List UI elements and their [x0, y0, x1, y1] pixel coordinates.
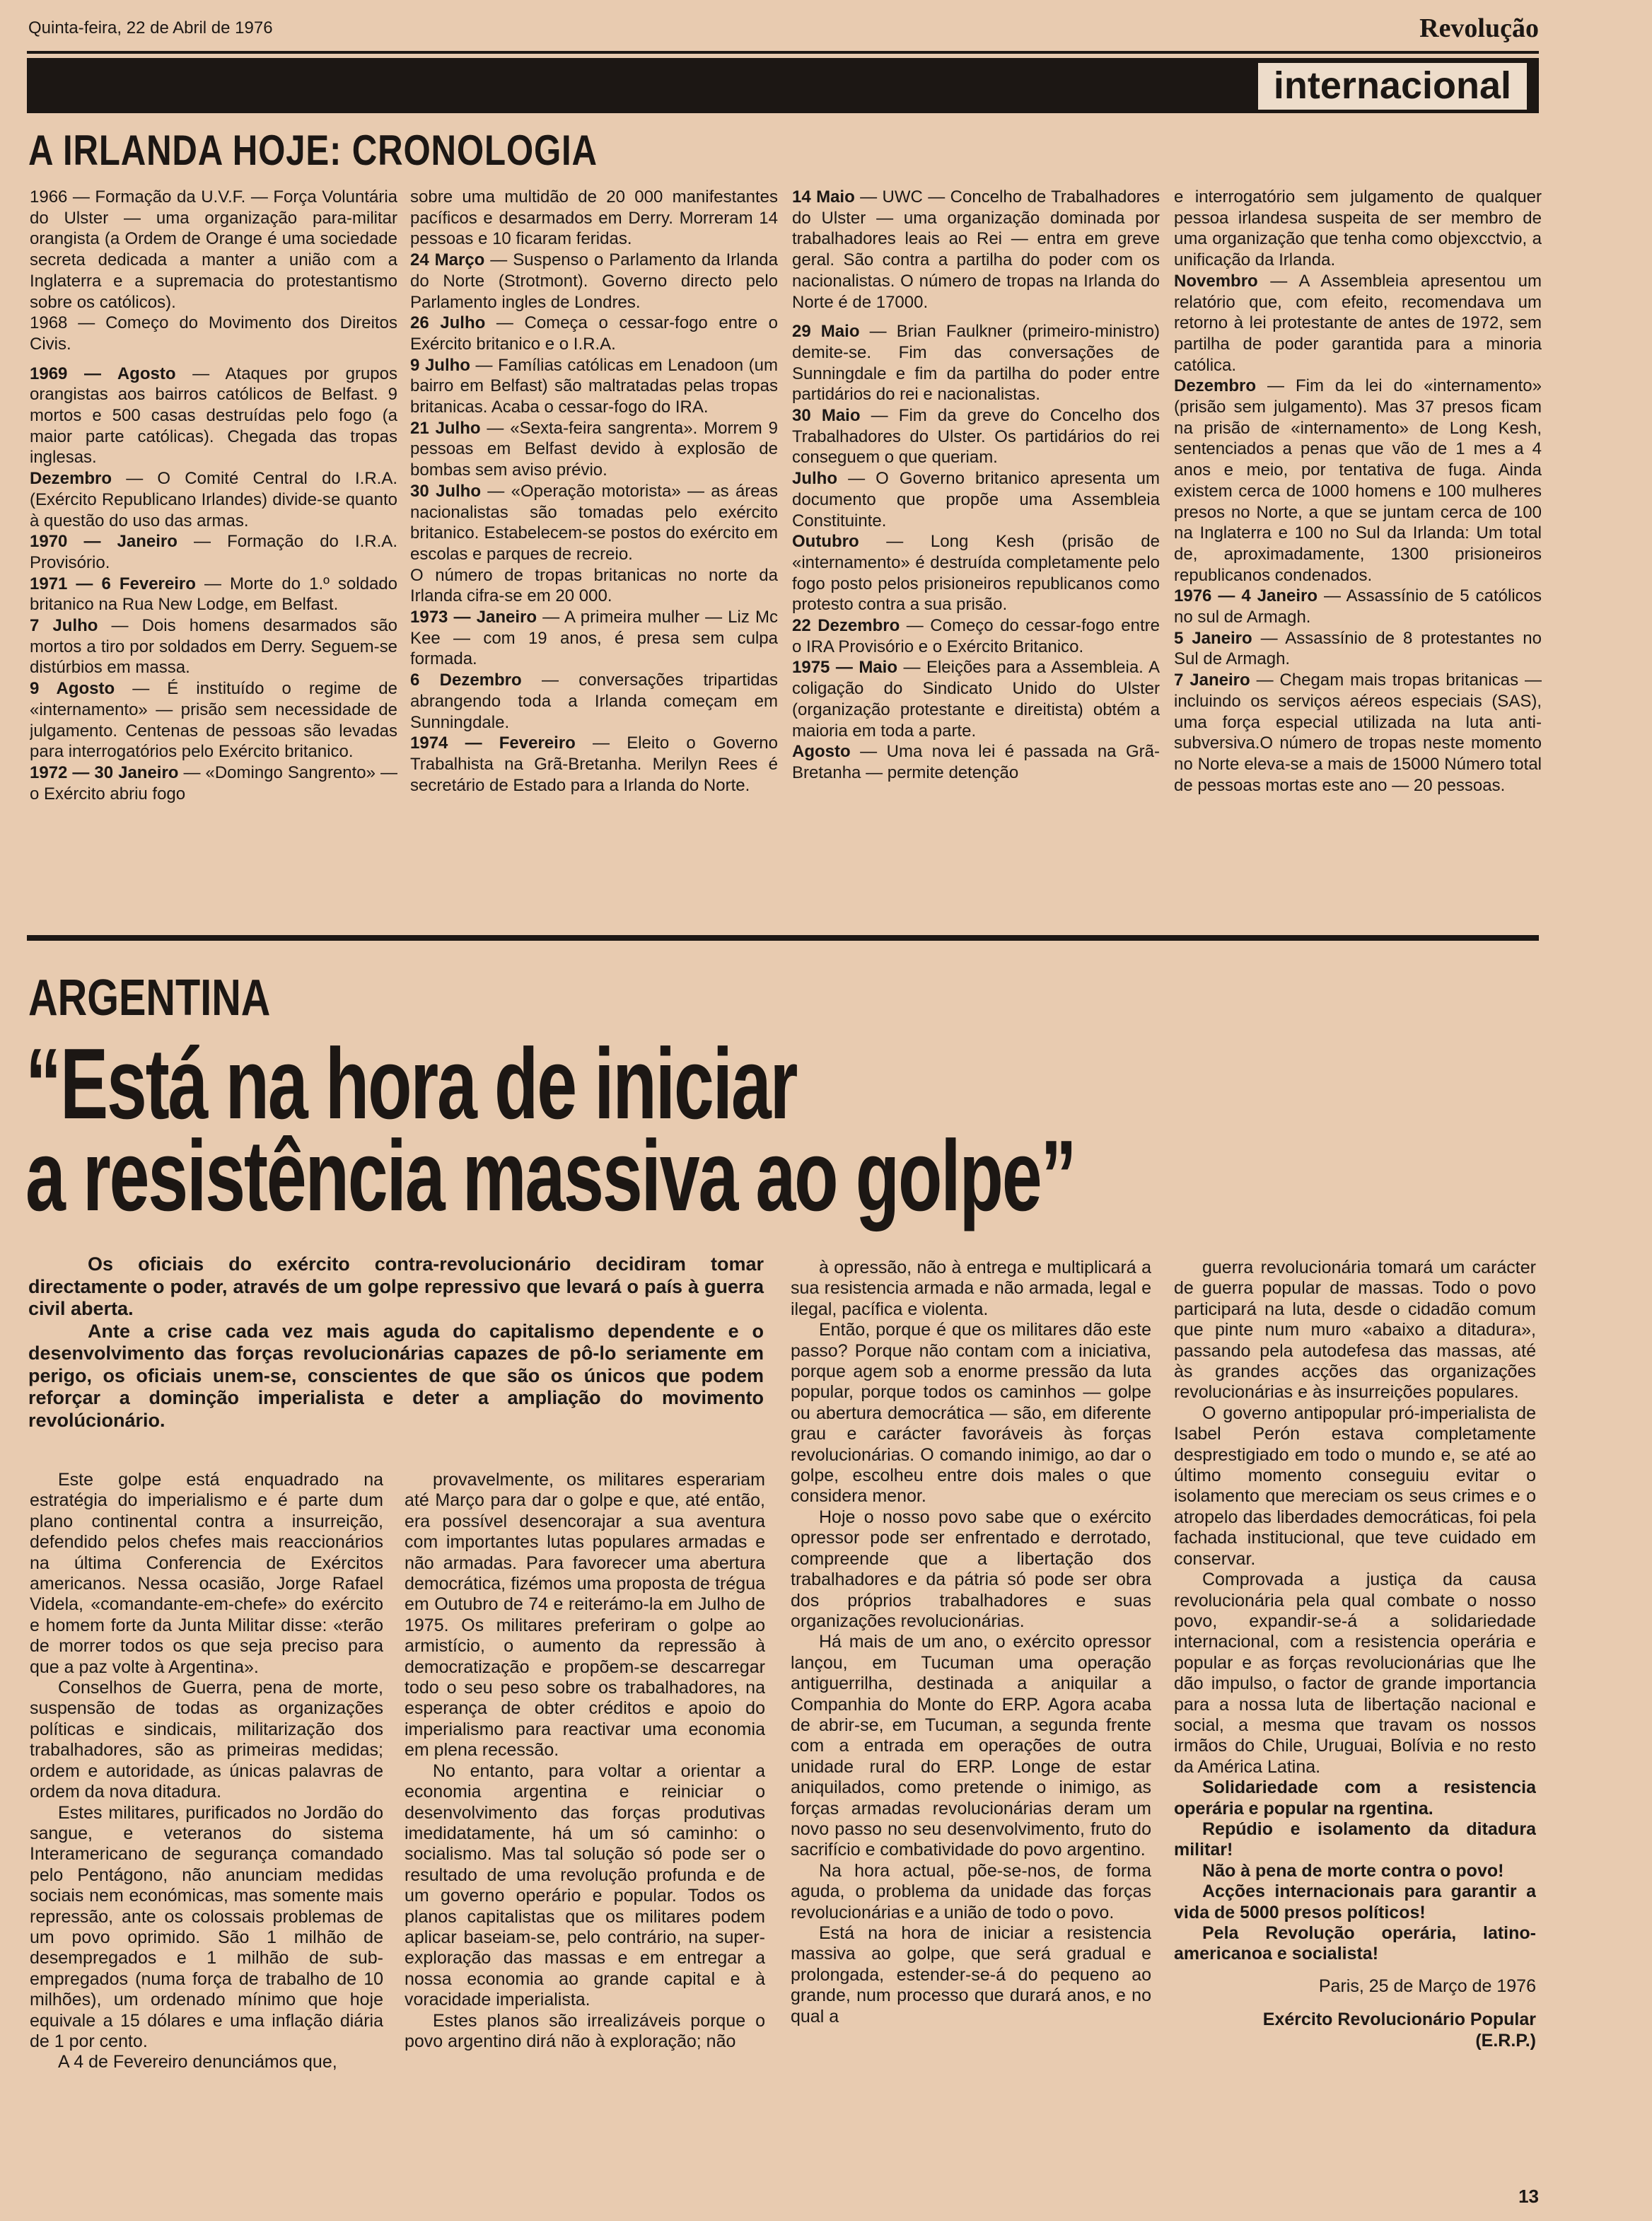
article-paragraph: guerra revolucionária tomará um carácter de guerra popular de massas. Todo o povo participará na luta, desde o cidadão comum que pinte num muro «abaixo a ditadura», passando pela autodefesa das massas, até às grandes acções das organizações revolucionárias e às insurreições populares.	[1174, 1258, 1536, 1403]
chronology-entry	[792, 531, 1160, 615]
dateline: Paris, 25 de Março de 1976	[1318, 1976, 1536, 1996]
chronology-entry	[792, 741, 1160, 783]
chronology-entry	[410, 418, 778, 481]
slogan: Repúdio e isolamento da ditadura militar!	[1174, 1819, 1536, 1860]
chronology-entry	[410, 250, 778, 313]
chronology-entry	[410, 607, 778, 670]
chronology-entry	[792, 468, 1160, 531]
chronology-entry	[1174, 187, 1542, 271]
lead-paragraph-2: Ante a crise cada vez mais aguda do capitalismo dependente e o desenvolvimento das forças revolucionárias capazes de pô-lo seriamente em perigo, os oficiais unem-se, conscientes de que são os únicos que podem reforçar a dominção imperialista e deter a ampliação do movimento revolúcionário.	[28, 1320, 764, 1431]
entry-date: 21 Julho	[410, 418, 481, 438]
entry-date: 1974 — Fevereiro	[410, 733, 576, 753]
ireland-title: A IRLANDA HOJE: CRONOLOGIA	[28, 127, 598, 174]
entry-date: Dezembro	[30, 469, 112, 489]
entry-text: — Fim da lei do «internamento» (prisão sem julgamento). Mas 37 presos ficam na prisão de «internamento» de Long Kesh, sentenciados a penas que vão de 1 mes a 4 anos e meio, por tentativa de fuga. Ainda existem cerca de 1000 homens e 100 mulheres presos no Norte, a que se juntam cerca de 100 na Inglaterra e 100 no Sul da Irlanda: Um total de, aproximadamente, 1300 prisioneiros republicanos condenados.	[1174, 376, 1542, 585]
entry-text: — Famílias católicas em Lenadoon (um bairro em Belfast) são maltratadas pelas tropas britanicas. Acaba o cessar-fogo do IRA.	[410, 355, 778, 417]
entry-date: Agosto	[792, 742, 851, 762]
entry-text: — «Domingo Sangrento» — o Exército abriu fogo	[30, 762, 397, 804]
entry-date: 1976 — 4 Janeiro	[1174, 586, 1318, 606]
slogan: Solidariedade com a resistencia operária e popular na rgentina.	[1174, 1778, 1536, 1819]
article-paragraph: à opressão, não à entrega e multiplicará a sua resistencia armada e não armada, legal e ilegal, pacífica e violenta.	[791, 1258, 1151, 1319]
entry-text: — Começo do cessar-fogo entre o IRA Provisório e o Exército Britanico.	[792, 616, 1160, 656]
section-divider	[27, 935, 1539, 941]
entry-date: 1973 — Janeiro	[410, 608, 537, 627]
entry-date: 1968	[30, 313, 68, 333]
entry-date: Julho	[792, 469, 837, 489]
chronology-entry	[30, 678, 397, 762]
slogan: Não à pena de morte contra o povo!	[1202, 1860, 1504, 1881]
entry-date: 1970 — Janeiro	[30, 532, 178, 552]
entry-date: 30 Julho	[410, 481, 481, 501]
entry-date: 9 Julho	[410, 355, 470, 375]
article-paragraph: Este golpe está enquadrado na estratégia do imperialismo e é parte dum plano continental contra a insurreição, defendido pelos chefes mais reaccionários na última Conferencia de Exércitos americanos. Nessa ocasião, Jorge Rafael Videla, «comandante-em-chefe» do exército e homem forte da Junta Militar disse: «terão de morrer todos os que seja preciso para que a paz volte à Argentina».	[30, 1470, 383, 1677]
article-paragraph: A 4 de Fevereiro denunciámos que,	[58, 2052, 337, 2072]
ireland-column-2	[410, 187, 778, 925]
chronology-entry	[1174, 586, 1542, 627]
chronology-entry	[792, 615, 1160, 657]
chronology-entry	[792, 321, 1160, 405]
article-paragraph: Está na hora de iniciar a resistencia massiva ao golpe, que será gradual e prolongada, estender-se-á do pequeno ao grande, num processo que durará anos, e no qual a	[791, 1923, 1151, 2026]
entry-text: — Uma nova lei é passada na Grã-Bretanha — permite detenção	[792, 742, 1160, 782]
lead-paragraph-1: Os oficiais do exército contra-revolucionário decidiram tomar directamente o poder, através de um golpe repressivo que levará o país à guerra civil aberta.	[28, 1253, 764, 1319]
entry-text: — Dois homens desarmados são mortos a tiro por soldados em Derry. Seguem-se distúrbios em massa.	[30, 616, 397, 678]
chronology-entry	[792, 187, 1160, 313]
entry-date: 7 Julho	[30, 616, 98, 636]
entry-date: 26 Julho	[410, 313, 486, 333]
entry-text: — Fim da greve do Concelho dos Trabalhadores do Ulster. Os partidários do rei conseguem o que queriam.	[792, 406, 1160, 468]
entry-text: — Eleições para a Assembleia. A coligação do Sindicato Unido do Ulster (organização protestante e direitista) obtém a maioria em toda a parte.	[792, 658, 1160, 741]
entry-date: 5 Janeiro	[1174, 628, 1252, 648]
chronology-entry	[410, 355, 778, 418]
section-bar	[27, 58, 1539, 113]
entry-text: — Long Kesh (prisão de «internamento» é destruída completamente pelo fogo posto pelos prisioneiros republicanos como protesto contra a sua prisão.	[792, 532, 1160, 615]
article-paragraph: Então, porque é que os militares dão este passo? Porque não contam com a iniciativa, porque agem sob a enorme pressão da luta popular, porque todos os caminhos — golpe ou abertura democrática — são, em diferente grau e carácter favoráveis às forças revolucionárias. O comando inimigo, ao dar o golpe, escolheu entre dois males o que considera menor.	[791, 1320, 1151, 1507]
article-paragraph: Na hora actual, põe-se-nos, de forma aguda, o problema da unidade das forças revolucionárias e a união de todo o povo.	[791, 1860, 1151, 1923]
argentina-headline	[25, 1028, 1076, 1232]
headline-line-1: “Está na hora de iniciar	[25, 1028, 797, 1140]
ireland-column-1	[30, 187, 397, 925]
slogans	[1174, 1778, 1536, 1965]
entry-date: Novembro	[1174, 271, 1258, 291]
chronology-entry	[30, 468, 397, 531]
chronology-entry	[410, 481, 778, 565]
entry-text: — Chegam mais tropas britanicas — incluindo os serviços aéreos especiais (SAS), uma força especial utilizada na luta anti-subversiva.O número de tropas neste momento no Norte eleva-se a mais de 15000 Número total de pessoas mortas este ano — 20 pessoas.	[1174, 671, 1542, 795]
article-column-2	[405, 1470, 765, 2177]
article-paragraph: Conselhos de Guerra, pena de morte, suspensão de todas as organizações políticas e sindicais, militarização dos trabalhadores, são as primeiras medidas; ordem e autoridade, as únicas palavras de ordem da nova ditadura.	[30, 1678, 383, 1802]
entry-date: Dezembro	[1174, 376, 1257, 396]
entry-text: — conversações tripartidas abrangendo toda a Irlanda começam em Sunningdale.	[410, 671, 778, 732]
chronology-entry	[792, 405, 1160, 468]
chronology-entry	[30, 187, 397, 313]
slogan: Acções internacionais para garantir a vida de 5000 presos políticos!	[1174, 1881, 1536, 1923]
chronology-entry	[410, 187, 778, 250]
entry-text: e interrogatório sem julgamento de qualquer pessoa irlandesa suspeita de ser membro de uma organização que tenha como objexcctvio, a unificação da Irlanda.	[1174, 187, 1542, 270]
entry-text: — O Governo britanico apresenta um documento que propõe uma Assembleia Constituinte.	[792, 469, 1160, 530]
argentina-kicker: ARGENTINA	[28, 970, 271, 1026]
chronology-entry	[792, 657, 1160, 741]
signature-abbr: (E.R.P.)	[1475, 2030, 1536, 2051]
masthead: Revolução	[1419, 13, 1539, 43]
article-paragraph: Comprovada a justiça da causa revolucionária pela qual combate o nosso povo, expandir-se-á a solidariedade internacional, com a resistencia operária e popular e as forças revolucionárias que lhe dão impulso, o factor de grande importancia para a nossa luta de libertação nacional e social, a mesma que travam os nossos irmãos do Chile, Uruguai, Bolívia e no resto da América Latina.	[1174, 1570, 1536, 1777]
chronology-entry	[30, 313, 397, 354]
entry-date: 14 Maio	[792, 187, 855, 207]
article-paragraph: Estes planos são irrealizáveis porque o povo argentino dirá não à exploração; não	[405, 2010, 765, 2051]
chronology-entry	[1174, 628, 1542, 670]
entry-text: — É instituído o regime de «internamento» — prisão sem necessidade de julgamento. Centenas de pessoas são levadas para interrogatórios pelo Exército britanico.	[30, 679, 397, 762]
entry-date: Outubro	[792, 532, 859, 552]
ireland-column-3	[792, 187, 1160, 925]
issue-date: Quinta-feira, 22 de Abril de 1976	[28, 18, 273, 37]
entry-text: — Formação do I.R.A. Provisório.	[30, 532, 397, 572]
slogan: Pela Revolução operária, latino-americanoa e socialista!	[1174, 1923, 1536, 1964]
chronology-entry	[30, 574, 397, 615]
entry-text: — A Assembleia apresentou um relatório que, com efeito, recomendava um retorno à lei protestante de antes de 1972, sem partilha de poder garantida para a minoria católica.	[1174, 271, 1542, 375]
header-rule	[27, 51, 1539, 54]
entry-date: 1966	[30, 187, 68, 207]
entry-text: — Morte do 1.º soldado britanico na Rua New Lodge, em Belfast.	[30, 574, 397, 615]
article-column-3	[791, 1258, 1151, 2177]
ireland-column-4	[1174, 187, 1542, 925]
entry-text: — Assassínio de 5 católicos no sul de Armagh.	[1174, 586, 1542, 627]
entry-date: 1969 — Agosto	[30, 364, 176, 383]
chronology-entry	[1174, 376, 1542, 586]
article-paragraph: provavelmente, os militares esperariam até Março para dar o golpe e que, até então, era possível desencorajar a sua aventura com importantes lutas populares armadas e não armadas. Para favorecer uma abertura democrática, fizémos uma proposta de trégua em Outubro de 74 e reiterámo-la em Julho de 1975. Os militares preferiram o golpe ao armistício, o aumento da repressão à democratização e propõem-se descarregar todo o seu peso sobre os trabalhadores, na esperança de obter créditos e apoio do imperialismo para reactivar uma economia em plena recessão.	[405, 1470, 765, 1761]
article-paragraph: Hoje o nosso povo sabe que o exército opressor pode ser enfrentado e derrotado, compreende que a libertação dos trabalhadores e da pátria só pode ser obra dos próprios trabalhadores e suas organizações revolucionárias.	[791, 1507, 1151, 1631]
entry-text: — Começa o cessar-fogo entre o Exército britanico e o I.R.A.	[410, 313, 778, 354]
signature: Exército Revolucionário Popular	[1262, 2010, 1536, 2030]
article-lead	[28, 1253, 764, 1432]
article-paragraph: No entanto, para voltar a orientar a economia argentina e reiniciar o desenvolvimento das forças produtivas imedidatamente, há um só caminho: o socialismo. Mas tal solução só pode ser o resultado de uma revolução profunda e de um governo operário e popular. Todos os planos capitalistas que os militares podem aplicar baseiam-se, pelo contrário, na super-exploração das massas e em entregar a nossa economia ao grande capital e à voracidade imperialista.	[405, 1761, 765, 2010]
chronology-entry	[30, 762, 397, 804]
entry-date: 1975 — Maio	[792, 658, 897, 678]
entry-date: 22 Dezembro	[792, 616, 900, 636]
chronology-entry	[410, 670, 778, 733]
article-column-4	[1174, 1258, 1536, 2184]
chronology-entry	[410, 733, 778, 796]
article-column-1	[30, 1470, 383, 2177]
entry-text: sobre uma multidão de 20 000 manifestantes pacíficos e desarmados em Derry. Morreram 14 pessoas e 10 ficaram feridas.	[410, 187, 778, 249]
chronology-entry	[30, 364, 397, 469]
entry-text: — Brian Faulkner (primeiro-ministro) demite-se. Fim das conversações de Sunningdale e fim da partilha do poder entre partidários do rei e nacionalistas.	[792, 322, 1160, 405]
chronology-entry	[30, 615, 397, 678]
entry-text: — Começo do Movimento dos Direitos Civis.	[30, 313, 397, 354]
entry-text: — O Comité Central do I.R.A. (Exército Republicano Irlandes) divide-se quanto à questão do uso das armas.	[30, 469, 397, 530]
chronology-entry	[410, 313, 778, 354]
entry-text: — UWC — Concelho de Trabalhadores do Ulster — uma organização dominada por trabalhadores leais ao Rei — entra em greve geral. São contra a partilha do poder com os nacionalistas. O número de tropas na Irlanda do Norte é de 17000.	[792, 187, 1160, 312]
chronology-entry	[1174, 670, 1542, 796]
entry-text: — Ataques por grupos orangistas aos bairros católicos de Belfast. 9 mortos e 500 casas destruídas pelo fogo (a maior parte católicas). Chegada das tropas inglesas.	[30, 364, 397, 468]
entry-text: — «Sexta-feira sangrenta». Morrem 9 pessoas em Belfast devido à explosão de bombas sem aviso prévio.	[410, 418, 778, 480]
entry-text: — Suspenso o Parlamento da Irlanda do Norte (Strotmont). Governo directo pelo Parlamento ingles de Londres.	[410, 250, 778, 312]
chronology-entry	[1174, 271, 1542, 376]
entry-text: — «Operação motorista» — as áreas nacionalistas são tomadas pelo exército britanico. Estabelecem-se postos do exército em escolas e parques de recreio.	[410, 481, 778, 564]
section-label: internacional	[1256, 61, 1529, 112]
entry-date: 29 Maio	[792, 322, 860, 342]
column-4-body	[1174, 1258, 1536, 1778]
page-number: 13	[1518, 2186, 1539, 2207]
entry-text: — Assassínio de 8 protestantes no Sul de Armagh.	[1174, 628, 1542, 669]
entry-date: 6 Dezembro	[410, 671, 522, 690]
entry-text: — A primeira mulher — Liz Mc Kee — com 19 anos, é presa sem culpa formada.	[410, 608, 778, 669]
entry-text: O número de tropas britanicas no norte da Irlanda cifra-se em 20 000.	[410, 565, 778, 606]
entry-text: — Formação da U.V.F. — Força Voluntária do Ulster — uma organização para-militar orangista (a Ordem de Orange é uma sociedade secreta dedicada a manter a união com a Inglaterra e a supremacia do protestantismo sobre os católicos).	[30, 187, 397, 312]
entry-date: 7 Janeiro	[1174, 671, 1250, 690]
entry-date: 30 Maio	[792, 406, 861, 426]
entry-date: 24 Março	[410, 250, 485, 270]
chronology-entry	[410, 565, 778, 607]
article-paragraph: O governo antipopular pró-imperialista de Isabel Perón estava completamente desprestigiado em todo o mundo e, se até ao último momento conseguiu evitar o isolamento que mereciam os seus crimes e o atropelo das liberdades democráticas, foi pela fachada institucional, que teve cuidado em conservar.	[1174, 1403, 1536, 1569]
headline-line-2: a resistência massiva ao golpe”	[25, 1120, 1076, 1232]
entry-date: 9 Agosto	[30, 679, 115, 699]
chronology-entry	[30, 531, 397, 573]
article-paragraph: Estes militares, purificados no Jordão do sangue, e veteranos do sistema Interamericano de segurança comandado pelo Pentágono, não anunciam medidas sociais nem económicas, mas somente mais repressão, ante os colossais problemas de um povo oprimido. São 1 milhão de desempregados e 1 milhão de sub-empregados (numa força de trabalho de 10 milhões), um ordenado mínimo que hoje equivale a 15 dólares e uma inflação diária de 1 por cento.	[30, 1802, 383, 2051]
entry-text: — Eleito o Governo Trabalhista na Grã-Bretanha. Merilyn Rees é secretário de Estado para a Irlanda do Norte.	[410, 733, 778, 795]
entry-date: 1972 — 30 Janeiro	[30, 762, 179, 782]
article-paragraph: Há mais de um ano, o exército opressor lançou, em Tucuman uma operação antiguerrilha, destinada a aniquilar a Companhia do Monte do ERP. Agora acaba de abrir-se, em Tucuman, a segunda frente com a entrada em operações de outra unidade rural do ERP. Longe de estar aniquilados, como pretende o inimigo, as forças armadas revolucionárias deram um novo passo no seu desenvolvimento, fruto do sacrifício e combatividade do povo argentino.	[791, 1632, 1151, 1860]
entry-date: 1971 — 6 Fevereiro	[30, 574, 196, 593]
